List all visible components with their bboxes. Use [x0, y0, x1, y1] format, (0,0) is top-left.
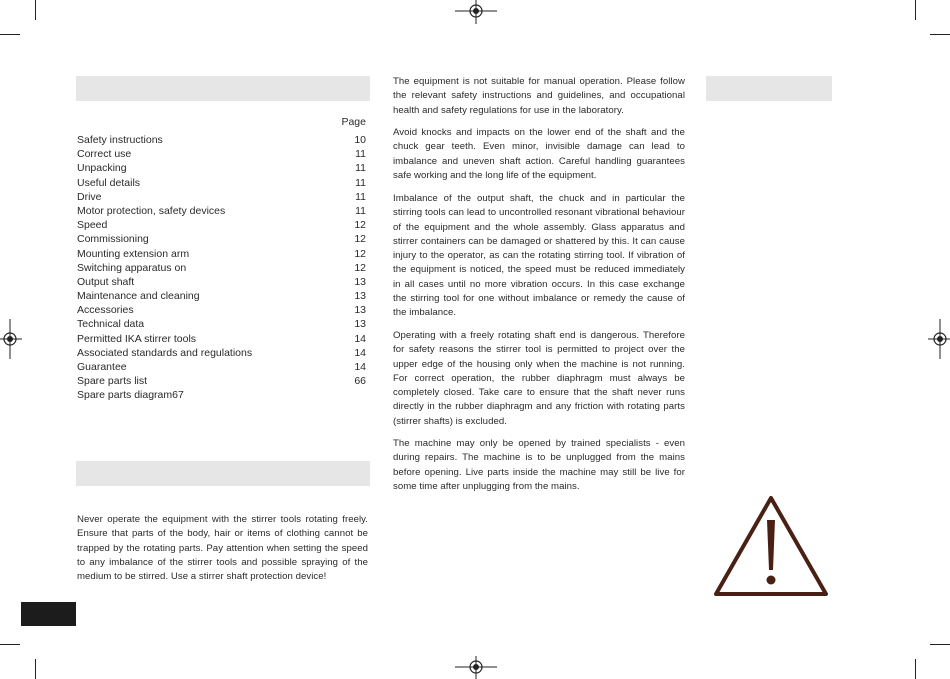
toc-entry-page: 14 [354, 332, 366, 345]
crop-mark [0, 34, 20, 35]
toc-entry-label: Unpacking [77, 162, 127, 175]
safety-paragraph-left: Never operate the equipment with the stirrer tools rotating freely. Ensure that parts of the body, hair or items of clothing cannot be trapped by the rotating parts. Pay attention when setting the speed to any imbalance of the stirrer tools and possible spraying of the medium to be stirred. Use a stirrer shaft protection device! [77, 514, 368, 583]
toc-entry-page: 11 [355, 204, 366, 217]
registration-mark-icon [455, 656, 497, 679]
side-header-bar [706, 76, 832, 101]
toc-entry-label: Drive [77, 190, 102, 203]
toc-entry-page: 11 [355, 162, 366, 175]
toc-entry [77, 190, 366, 204]
toc-entry-label: Guarantee [77, 361, 127, 373]
crop-mark [915, 659, 916, 679]
toc-entry-label: Commissioning [77, 233, 149, 246]
registration-mark-icon [0, 319, 22, 359]
toc-entry-label: Useful details [77, 176, 141, 189]
toc-entry [77, 218, 366, 232]
table-of-contents [77, 133, 366, 403]
registration-mark-icon [455, 0, 497, 24]
warning-triangle-icon [712, 494, 830, 598]
toc-entry-page: 13 [354, 275, 366, 288]
toc-entry-label: Maintenance and cleaning [77, 290, 200, 303]
toc-entry [77, 247, 366, 261]
toc-entry-page: 13 [354, 304, 366, 317]
toc-entry-page: 13 [354, 318, 366, 331]
toc-entry [77, 332, 366, 346]
toc-entry-label: Safety instructions [77, 134, 163, 146]
toc-entry-label: Spare parts diagram67 [77, 389, 184, 402]
toc-entry-page: 10 [354, 134, 366, 146]
toc-entry [77, 374, 366, 388]
safety-paragraph: Operating with a freely rotating shaft end is dangerous. Therefore for safety reasons the stirrer tool is permitted to project over the upper edge of the housing only when the machine is not running. For correct operation, the rubber diaphragm must always be completely closed. Take care to ensure that the shaft never runs directly in the rubber diaphragm and any friction with rotating parts (stirrer shafts) is excluded. [393, 330, 685, 427]
toc-entry-page: 12 [354, 261, 366, 274]
toc-entry-label: Motor protection, safety devices [77, 204, 226, 217]
crop-mark [35, 0, 36, 20]
toc-entry-label: Output shaft [77, 275, 135, 288]
toc-entry-page: 13 [354, 290, 366, 303]
safety-paragraph: The machine may only be opened by trained specialists - even during repairs. The machine is to be unplugged from the mains before opening. Live parts inside the machine may still be live for some time after unplugging from the mains. [393, 438, 685, 492]
toc-page-heading: Page [341, 116, 366, 128]
toc-entry [77, 261, 366, 275]
toc-entry-label: Mounting extension arm [77, 247, 190, 260]
toc-entry-page: 11 [355, 176, 366, 189]
toc-entry-page: 12 [354, 247, 366, 260]
toc-entry-page: 11 [355, 190, 366, 203]
toc-entry-label: Switching apparatus on [77, 261, 187, 274]
toc-entry-page: 11 [355, 148, 366, 161]
crop-mark [930, 34, 950, 35]
toc-entry-label: Technical data [77, 318, 145, 331]
toc-entry [77, 204, 366, 218]
safety-paragraph: Avoid knocks and impacts on the lower end of the shaft and the chuck gear teeth. Even minor, invisible damage can lead to imbalance and uneven shaft action. Careful handling guarantees safe working and the long life of the equipment. [393, 127, 685, 181]
toc-entry-label: Associated standards and regulations [77, 346, 253, 359]
toc-entry-label: Correct use [77, 148, 132, 161]
crop-mark [930, 644, 950, 645]
toc-entry [77, 133, 366, 147]
toc-entry [77, 176, 366, 190]
toc-entry [77, 317, 366, 331]
toc-entry [77, 161, 366, 175]
toc-entry-page: 66 [354, 375, 366, 388]
safety-header-bar [76, 461, 370, 486]
registration-mark-icon [928, 319, 950, 359]
toc-entry [77, 289, 366, 303]
toc-entry-label: Spare parts list [77, 375, 148, 388]
toc-entry [77, 147, 366, 161]
toc-entry-label: Accessories [77, 304, 134, 317]
toc-entry [77, 275, 366, 289]
crop-mark [0, 644, 20, 645]
toc-entry-label: Permitted IKA stirrer tools [77, 332, 197, 345]
toc-entry-page: 14 [354, 346, 366, 359]
toc-entry [77, 303, 366, 317]
toc-entry [77, 232, 366, 246]
toc-entry [77, 360, 366, 374]
toc-entry-page: 12 [354, 233, 366, 246]
toc-entry [77, 346, 366, 360]
safety-paragraph: The equipment is not suitable for manual operation. Please follow the relevant safety instructions and guidelines, and occupational health and safety regulations for use in the laboratory. [393, 76, 685, 116]
crop-mark [915, 0, 916, 20]
safety-paragraph: Imbalance of the output shaft, the chuck and in particular the stirring tools can lead to uncontrolled resonant vibrational behaviour of the equipment and the whole assembly. Glass apparatus and stirrer containers can be damaged or shattered by this. It can cause injury to the operator, as can the rotating stirring tool. If vibration of the equipment is noticed, the speed must be reduced immediately in all cases until no more vibration occurs. In this case exchange the stirring tool for one without imbalance or remedy the cause of the imbalance. [393, 193, 685, 319]
page-tab-marker [21, 602, 76, 626]
toc-entry [77, 388, 366, 402]
toc-entry-page: 14 [354, 361, 366, 373]
toc-entry-label: Speed [77, 219, 108, 232]
toc-entry-page: 12 [354, 219, 366, 232]
contents-header-bar [76, 76, 370, 101]
crop-mark [35, 659, 36, 679]
